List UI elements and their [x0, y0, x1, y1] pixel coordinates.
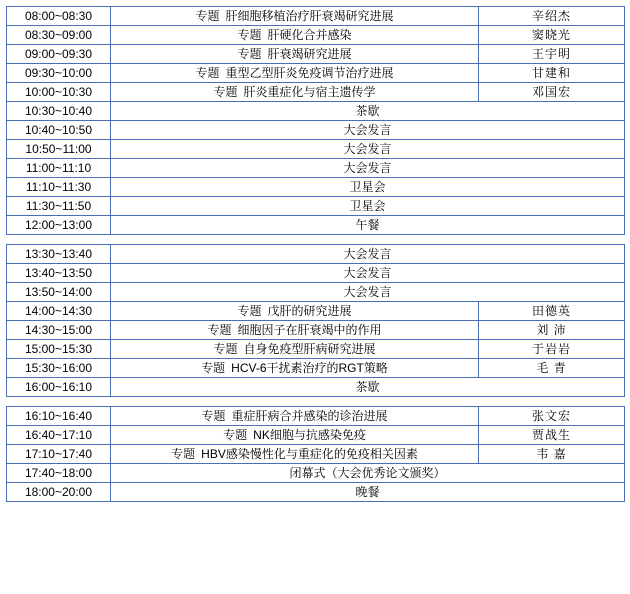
session-topic-cell [111, 26, 479, 45]
table-row [7, 445, 625, 464]
table-row [7, 26, 625, 45]
spacer-cell [7, 235, 625, 245]
session-title: 大会发言 [111, 159, 625, 178]
session-time: 16:40~17:10 [7, 426, 111, 445]
session-speaker: 于岩岩 [479, 340, 625, 359]
session-time: 10:40~10:50 [7, 121, 111, 140]
session-title: 卫星会 [111, 197, 625, 216]
session-time: 11:00~11:10 [7, 159, 111, 178]
table-row [7, 102, 625, 121]
topic-label: 专题 [201, 408, 226, 423]
session-time: 09:30~10:00 [7, 64, 111, 83]
session-topic-cell [111, 64, 479, 83]
session-time: 14:30~15:00 [7, 321, 111, 340]
table-row [7, 407, 625, 426]
session-title: 重型乙型肝炎免疫调节治疗进展 [225, 65, 394, 80]
session-title: 晚餐 [111, 483, 625, 502]
session-time: 08:00~08:30 [7, 7, 111, 26]
session-speaker: 甘建和 [479, 64, 625, 83]
topic-label: 专题 [237, 46, 262, 61]
session-time: 18:00~20:00 [7, 483, 111, 502]
table-row [7, 178, 625, 197]
session-title: 肝细胞移植治疗肝衰竭研究进展 [225, 8, 394, 23]
session-topic-cell [111, 83, 479, 102]
table-row [7, 197, 625, 216]
session-topic-cell [111, 45, 479, 64]
session-time: 13:30~13:40 [7, 245, 111, 264]
session-time: 10:00~10:30 [7, 83, 111, 102]
table-row [7, 216, 625, 235]
session-time: 13:40~13:50 [7, 264, 111, 283]
table-row [7, 359, 625, 378]
table-row [7, 64, 625, 83]
table-row [7, 140, 625, 159]
session-topic-cell [111, 445, 479, 464]
session-time: 10:30~10:40 [7, 102, 111, 121]
session-topic-cell [111, 7, 479, 26]
table-row [7, 264, 625, 283]
session-topic-cell [111, 340, 479, 359]
session-speaker: 韦 嘉 [479, 445, 625, 464]
topic-label: 专题 [201, 360, 226, 375]
schedule-spacer-row [7, 235, 625, 245]
table-row [7, 45, 625, 64]
table-row [7, 83, 625, 102]
topic-label: 专题 [213, 341, 238, 356]
topic-label: 专题 [207, 322, 232, 337]
table-row [7, 426, 625, 445]
session-time: 14:00~14:30 [7, 302, 111, 321]
session-time: 11:10~11:30 [7, 178, 111, 197]
session-title: NK细胞与抗感染免疫 [253, 427, 366, 442]
session-title: 肝炎重症化与宿主遗传学 [243, 84, 376, 99]
session-title: 大会发言 [111, 264, 625, 283]
session-time: 15:30~16:00 [7, 359, 111, 378]
session-speaker: 田德英 [479, 302, 625, 321]
session-topic-cell [111, 302, 479, 321]
topic-label: 专题 [195, 65, 220, 80]
session-title: HCV-6干扰素治疗的RGT策略 [231, 360, 388, 375]
table-row [7, 283, 625, 302]
session-speaker: 毛 青 [479, 359, 625, 378]
session-time: 12:00~13:00 [7, 216, 111, 235]
session-speaker: 邓国宏 [479, 83, 625, 102]
session-speaker: 王宇明 [479, 45, 625, 64]
session-time: 16:00~16:10 [7, 378, 111, 397]
table-row [7, 321, 625, 340]
table-row [7, 245, 625, 264]
schedule-table [6, 6, 625, 502]
session-title: 自身免疫型肝病研究进展 [243, 341, 376, 356]
table-row [7, 121, 625, 140]
session-title: 闭幕式（大会优秀论文颁奖） [111, 464, 625, 483]
session-time: 17:40~18:00 [7, 464, 111, 483]
topic-label: 专题 [237, 303, 262, 318]
session-time: 10:50~11:00 [7, 140, 111, 159]
table-row [7, 464, 625, 483]
session-title: 茶歇 [111, 378, 625, 397]
topic-label: 专题 [223, 427, 248, 442]
session-topic-cell [111, 321, 479, 340]
session-title: 肝衰竭研究进展 [267, 46, 352, 61]
table-row [7, 378, 625, 397]
session-title: 重症肝病合并感染的诊治进展 [231, 408, 388, 423]
session-title: 卫星会 [111, 178, 625, 197]
session-title: 大会发言 [111, 140, 625, 159]
session-title: 肝硬化合并感染 [267, 27, 352, 42]
schedule-body [7, 7, 625, 502]
topic-label: 专题 [195, 8, 220, 23]
session-time: 17:10~17:40 [7, 445, 111, 464]
session-speaker: 贾战生 [479, 426, 625, 445]
session-title: 戊肝的研究进展 [267, 303, 352, 318]
session-speaker: 辛绍杰 [479, 7, 625, 26]
session-time: 15:00~15:30 [7, 340, 111, 359]
table-row [7, 7, 625, 26]
session-title: 午餐 [111, 216, 625, 235]
session-title: HBV感染慢性化与重症化的免疫相关因素 [201, 446, 418, 461]
table-row [7, 340, 625, 359]
topic-label: 专题 [213, 84, 238, 99]
session-title: 茶歇 [111, 102, 625, 121]
session-time: 13:50~14:00 [7, 283, 111, 302]
table-row [7, 302, 625, 321]
session-time: 09:00~09:30 [7, 45, 111, 64]
session-title: 大会发言 [111, 283, 625, 302]
table-row [7, 159, 625, 178]
session-speaker: 刘 沛 [479, 321, 625, 340]
session-title: 大会发言 [111, 245, 625, 264]
topic-label: 专题 [237, 27, 262, 42]
session-topic-cell [111, 359, 479, 378]
session-time: 11:30~11:50 [7, 197, 111, 216]
schedule-spacer-row [7, 397, 625, 407]
session-title: 大会发言 [111, 121, 625, 140]
session-title: 细胞因子在肝衰竭中的作用 [237, 322, 382, 337]
session-topic-cell [111, 426, 479, 445]
session-time: 08:30~09:00 [7, 26, 111, 45]
spacer-cell [7, 397, 625, 407]
session-topic-cell [111, 407, 479, 426]
session-time: 16:10~16:40 [7, 407, 111, 426]
session-speaker: 张文宏 [479, 407, 625, 426]
session-speaker: 窦晓光 [479, 26, 625, 45]
table-row [7, 483, 625, 502]
topic-label: 专题 [171, 446, 196, 461]
